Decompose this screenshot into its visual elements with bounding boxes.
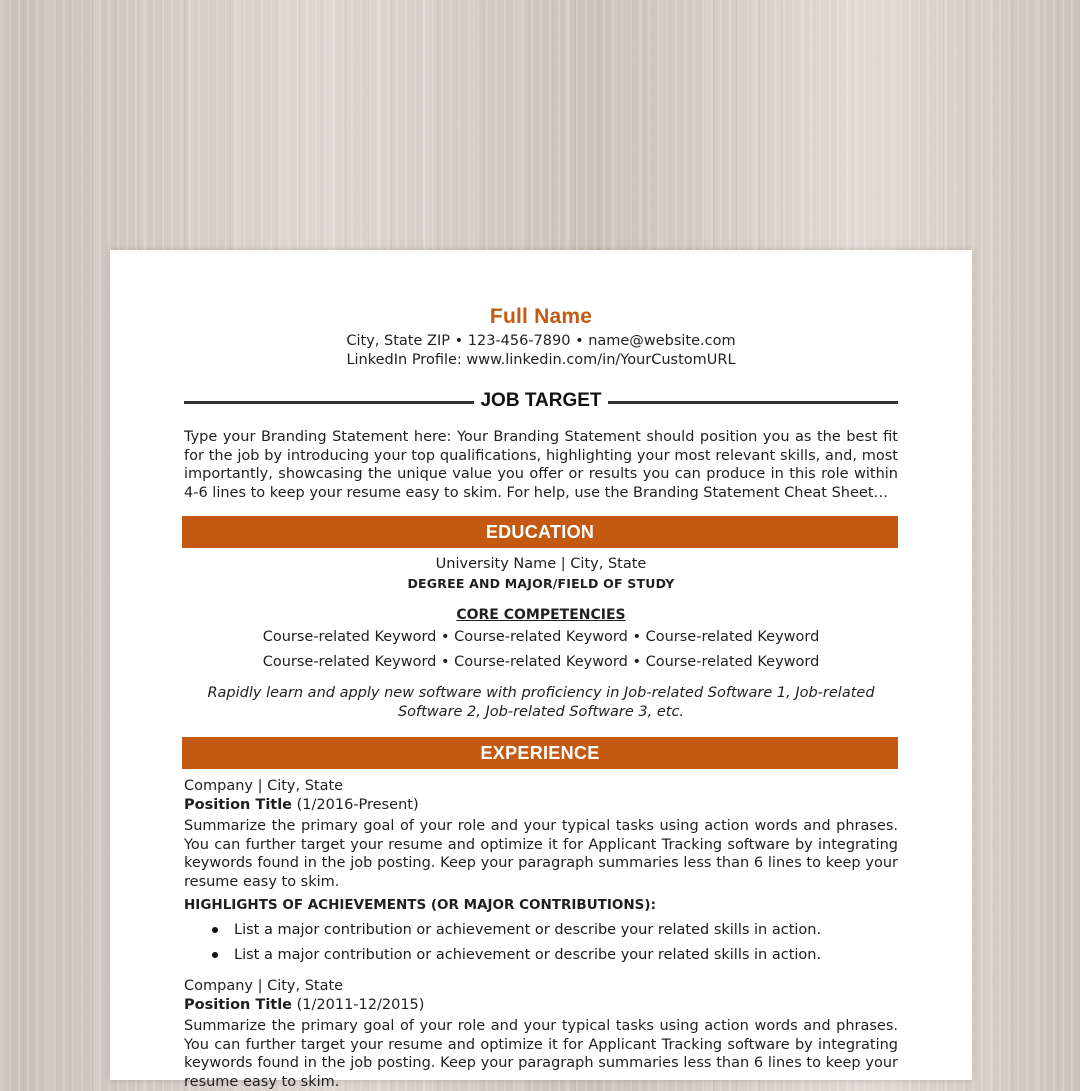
job-target-heading [184,390,898,414]
job-2-company: Company | City, State [184,978,344,994]
education-bar: EDUCATION [182,516,898,548]
core-competencies-heading: CORE COMPETENCIES [456,607,626,623]
experience-bar: EXPERIENCE [182,737,898,769]
keywords-row-2: Course-related Keyword • Course-related Keyword • Course-related Keyword [262,654,820,670]
software-line-2: Software 2, Job-related Software 3, etc. [397,704,685,720]
linkedin-line: LinkedIn Profile: www.linkedin.com/in/YourCustomURL [346,352,736,368]
job-2-title-line [184,997,898,1013]
list-item [184,945,898,970]
school-line: University Name | City, State [435,556,647,572]
bullet-text: List a major contribution or achievement or describe your related skills in action. [234,922,822,938]
job-1-title-line [184,797,898,813]
bullet-icon [212,927,218,933]
contact-line: City, State ZIP • 123-456-7890 • name@website.com [346,333,736,349]
job-1-summary: Summarize the primary goal of your role and your typical tasks using action words and phrases. You can further target your resume and optimize it for Applicant Tracking software by integrating keywords found in the job posting. Keep your paragraph summaries less than 6 lines to keep your resume easy to skim. [184,818,898,890]
resume-page [110,250,972,1090]
bullet-text: List a major contribution or achievement or describe your related skills in action. [234,947,822,963]
branding-statement: Type your Branding Statement here: Your Branding Statement should position you as the best fit for the job by introducing your top qualifications, highlighting your most relevant skills, and, most importantly, showcasing the unique value you offer or results you can produce in this role within 4-6 lines to keep your resume easy to skim. For help, use the Branding Statement Cheat Sheet… [184,429,898,501]
degree-line: DEGREE AND MAJOR/FIELD OF STUDY [407,576,675,591]
job-target-label: JOB TARGET [476,390,605,411]
software-line-1: Rapidly learn and apply new software with proficiency in Job-related Software 1, Job-related [207,685,875,701]
job-1-bullets [184,920,898,970]
job-1-title: Position Title [184,797,293,813]
job-1-highlights-heading: HIGHLIGHTS OF ACHIEVEMENTS (OR MAJOR CONTRIBUTIONS): [184,897,656,913]
job-2-dates: (1/2011-12/2015) [296,997,425,1013]
list-item [184,920,898,945]
job-1-company: Company | City, State [184,778,344,794]
keywords-row-1: Course-related Keyword • Course-related Keyword • Course-related Keyword [262,629,820,645]
job-1-dates: (1/2016-Present) [296,797,419,813]
job-2-summary: Summarize the primary goal of your role and your typical tasks using action words and phrases. You can further target your resume and optimize it for Applicant Tracking software by integrating keywords found in the job posting. Keep your paragraph summaries less than 6 lines to keep your resume easy to skim. [184,1018,898,1090]
full-name: Full Name [489,305,593,328]
bullet-icon [212,952,218,958]
job-2-title: Position Title [184,997,293,1013]
